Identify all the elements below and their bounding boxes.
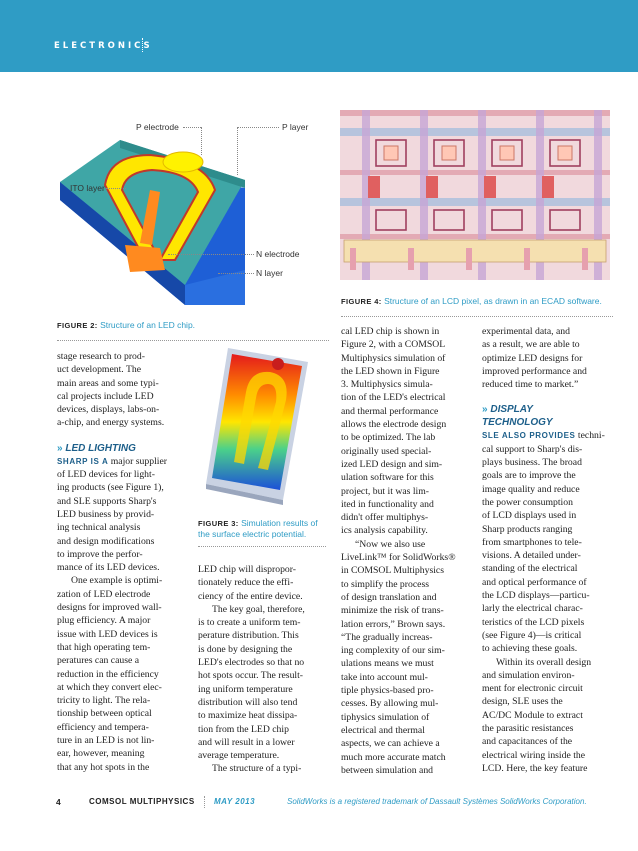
leader-p-electrode <box>183 127 201 128</box>
leader-p-layer <box>237 127 279 128</box>
column-4 <box>482 325 617 775</box>
figure-2-caption-text: Structure of an LED chip. <box>100 320 196 330</box>
col1-paragraph-2: SHARP IS A major supplier of LED devices for light- ing products (see Figure 1), and SLE supports Sharp's LED business by provid- ing technical analysis and design modifications to improve the perfor- mance of its LED devices. <box>57 455 167 574</box>
figure-4-caption <box>341 296 602 307</box>
col2-paragraph-2: The key goal, therefore, is to create a uniform tem- perature distribution. This is done by designing the LED's electrodes so that no hot spots occur. The result- ing uniform temperature distribution will also tend to maximize heat dissipa- tion from the LED chip and will result in a lower average temperature. <box>198 603 305 762</box>
heading-led-lighting: » LED LIGHTING <box>57 442 136 454</box>
column-1 <box>57 350 192 774</box>
col3-paragraph-1: cal LED chip is shown in Figure 2, with a COMSOL Multiphysics simulation of the LED shown in Figure 3. Multiphysics simula- tion of the LED's electrical and thermal performance allows the electrode design to be optimized. The lab originally used special- ized LED design and sim- ulation software for this project, but it was lim- ited in functionality and didn't offer multiphys- ics analysis capability. <box>341 326 447 537</box>
figure-3-caption-line1: Simulation results of <box>241 518 318 528</box>
heading-display-technology: » DISPLAY TECHNOLOGY <box>482 404 553 429</box>
led-chip-illustration <box>0 110 330 310</box>
figure-3-rule <box>198 546 326 547</box>
leader-p-electrode-v <box>201 127 202 155</box>
lcd-pixel-illustration <box>340 110 610 280</box>
label-ito-layer: ITO layer <box>70 183 105 193</box>
figure-4-lcd-pixel <box>340 110 610 280</box>
col1-paragraph-3: One example is optimi- zation of LED electrode designs for improved wall- plug efficiency. A major issue with LED devices is that high operating tem- peratures can cause a reduction in the efficiency at which they convert elec- tricity to light. The rela- tionship between optical efficiency and tempera- ture in an LED is not lin- ear, however, meaning that any hot spots in the <box>57 575 163 773</box>
lead-in-sle: SLE ALSO PROVIDES <box>482 431 576 441</box>
col3-paragraph-2: “Now we also use LiveLink™ for SolidWorks® in COMSOL Multiphysics to simplify the process of design translation and minimize the risk of trans- lation errors,” Brown says. “The gradually increas- ing complexity of our sim- ulations means we must take into account mul- tiple physics-based pro- cesses. By allowing mul- tiphysics simulation of electrical and thermal aspects, we can achieve a much more accurate match between simulation and <box>341 538 456 776</box>
figure-2-caption-label: FIGURE 2: <box>57 321 98 330</box>
label-p-electrode: P electrode <box>136 122 179 132</box>
leader-ito-layer <box>106 188 126 189</box>
lead-in-sharp: SHARP IS A <box>57 456 109 466</box>
column-3 <box>341 325 473 777</box>
col1-paragraph-1: stage research to prod- uct development. The main areas and some typi- cal projects include LED devices, displays, labs-on- a-chip, and energy systems. <box>57 351 165 429</box>
column-2 <box>198 563 330 776</box>
figure-2-led-structure <box>0 110 330 310</box>
footer-trademark-note: SolidWorks is a registered trademark of Dassault Systèmes SolidWorks Corporation. <box>287 797 587 806</box>
figure-4-caption-text: Structure of an LCD pixel, as drawn in an ECAD software. <box>384 296 602 306</box>
figure-3-simulation <box>198 340 328 505</box>
col4-paragraph-1: experimental data, and as a result, we are able to optimize LED designs for improved performance and reduced time to market.” <box>482 326 587 391</box>
page-footer <box>0 797 638 811</box>
footer-date: MAY 2013 <box>214 797 256 806</box>
simulation-potential-plot <box>198 340 328 505</box>
label-n-layer: N layer <box>256 268 283 278</box>
section-header-band <box>0 0 638 72</box>
page-number: 4 <box>56 797 61 807</box>
col4-paragraph-3: Within its overall design and simulation environ- ment for electronic circuit design, SLE uses the AC/DC Module to extract the parasitic resistances and capacitances of the electrical wiring inside the LCD. Here, the key feature <box>482 656 592 774</box>
footer-divider <box>204 796 205 808</box>
figure-3-caption-label: FIGURE 3: <box>198 519 239 528</box>
figure-3-caption-line2: the surface electric potential. <box>198 529 307 539</box>
col2-paragraph-3: The structure of a typi- <box>212 763 302 775</box>
figure-3-caption <box>198 518 318 540</box>
leader-n-layer <box>218 273 254 274</box>
leader-n-electrode <box>168 254 254 255</box>
label-n-electrode: N electrode <box>256 249 300 259</box>
label-p-layer: P layer <box>282 122 309 132</box>
section-tag: ELECTRONICS <box>54 41 153 51</box>
col4-paragraph-2: SLE ALSO PROVIDES techni- cal support to Sharp's dis- plays business. The broad goals are to improve the image quality and reduce the power consumption of LCD displays used in Sharp products ranging from smartphones to tele- visions. A detailed under- standing of the electrical and optical performance of the LCD displays—particu- larly the electrical charac- teristics of the LCD pixels (see Figure 4)—is critical to achieving these goals. <box>482 430 605 655</box>
col2-paragraph-1: LED chip will dispropor- tionately reduce the effi- ciency of the entire device. <box>198 564 303 602</box>
figure-2-caption <box>57 320 195 331</box>
arrow-icon: » <box>482 404 488 416</box>
footer-brand: COMSOL MULTIPHYSICS <box>89 797 195 806</box>
leader-p-layer-v <box>237 127 238 175</box>
arrow-icon: » <box>57 442 63 454</box>
header-divider <box>142 38 143 52</box>
figure-4-rule <box>341 316 613 317</box>
figure-4-caption-label: FIGURE 4: <box>341 297 382 306</box>
